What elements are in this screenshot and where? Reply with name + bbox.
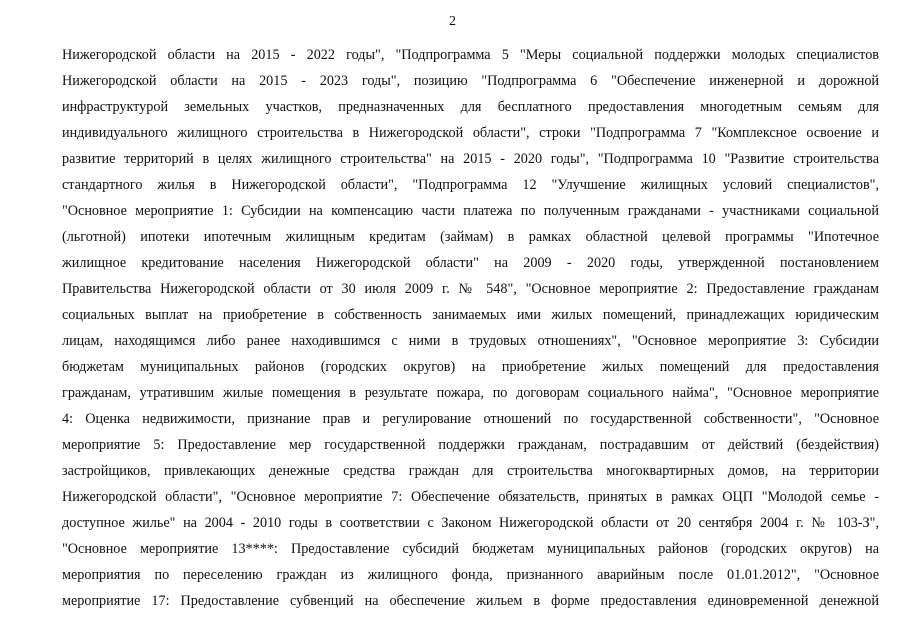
text-line: "Основное мероприятие 13****: Предоставление субсидий бюджетам муниципальных районов (городских округов) на xyxy=(62,541,879,557)
text-line: индивидуального жилищного строительства в Нижегородской области", строки "Подпрограмма 7 "Комплексное освоение и xyxy=(62,125,879,141)
page-number: 2 xyxy=(449,14,456,29)
text-line: доступное жилье" на 2004 - 2010 годы в соответствии с Законом Нижегородской области от 20 сентября 2004 г. № 103-З", xyxy=(62,515,879,531)
text-line: развитие территорий в целях жилищного строительства" на 2015 - 2020 годы", "Подпрограмма 10 "Развитие строительства xyxy=(62,151,879,167)
text-line: Нижегородской области на 2015 - 2023 годы", позицию "Подпрограмма 6 "Обеспечение инженерной и дорожной xyxy=(62,73,879,89)
text-line: жилищное кредитование населения Нижегородской области" на 2009 - 2020 годы, утвержденной постановлением xyxy=(62,255,879,271)
body-text xyxy=(62,42,879,614)
text-line: "Основное мероприятие 1: Субсидии на компенсацию части платежа по полученным гражданами - участниками социальной xyxy=(62,203,879,219)
text-line: Правительства Нижегородской области от 30 июля 2009 г. № 548", "Основное мероприятие 2: Предоставление гражданам xyxy=(62,281,879,297)
text-line: (льготной) ипотеки ипотечным жилищным кредитам (займам) в рамках областной целевой программы "Ипотечное xyxy=(62,229,879,245)
text-line: мероприятие 5: Предоставление мер государственной поддержки гражданам, пострадавшим от действий (бездействия) xyxy=(62,437,879,453)
text-line: социальных выплат на приобретение в собственность занимаемых ими жилых помещений, принадлежащих юридическим xyxy=(62,307,879,323)
text-line: застройщиков, привлекающих денежные средства граждан для строительства многоквартирных домов, на территории xyxy=(62,463,879,479)
text-line: мероприятия по переселению граждан из жилищного фонда, признанного аварийным после 01.01.2012", "Основное xyxy=(62,567,879,583)
text-line: мероприятие 17: Предоставление субвенций на обеспечение жильем в форме предоставления единовременной денежной xyxy=(62,593,879,609)
text-line: стандартного жилья в Нижегородской области", "Подпрограмма 12 "Улучшение жилищных условий специалистов", xyxy=(62,177,879,193)
text-line: бюджетам муниципальных районов (городских округов) на приобретение жилых помещений для предоставления xyxy=(62,359,879,375)
text-line: инфраструктурой земельных участков, предназначенных для бесплатного предоставления многодетным семьям для xyxy=(62,99,879,115)
text-line: Нижегородской области", "Основное мероприятие 7: Обеспечение обязательств, принятых в рамках ОЦП "Молодой семье - xyxy=(62,489,879,505)
text-line: 4: Оценка недвижимости, признание прав и регулирование отношений по государственной собственности", "Основное xyxy=(62,411,879,427)
text-line: гражданам, утратившим жилые помещения в результате пожара, по договорам социального найма", "Основное мероприятие xyxy=(62,385,879,401)
text-line: Нижегородской области на 2015 - 2022 годы", "Подпрограмма 5 "Меры социальной поддержки молодых специалистов xyxy=(62,47,879,63)
text-line: лицам, находящимся либо ранее находившимся с ними в трудовых отношениях", "Основное мероприятие 3: Субсидии xyxy=(62,333,879,349)
